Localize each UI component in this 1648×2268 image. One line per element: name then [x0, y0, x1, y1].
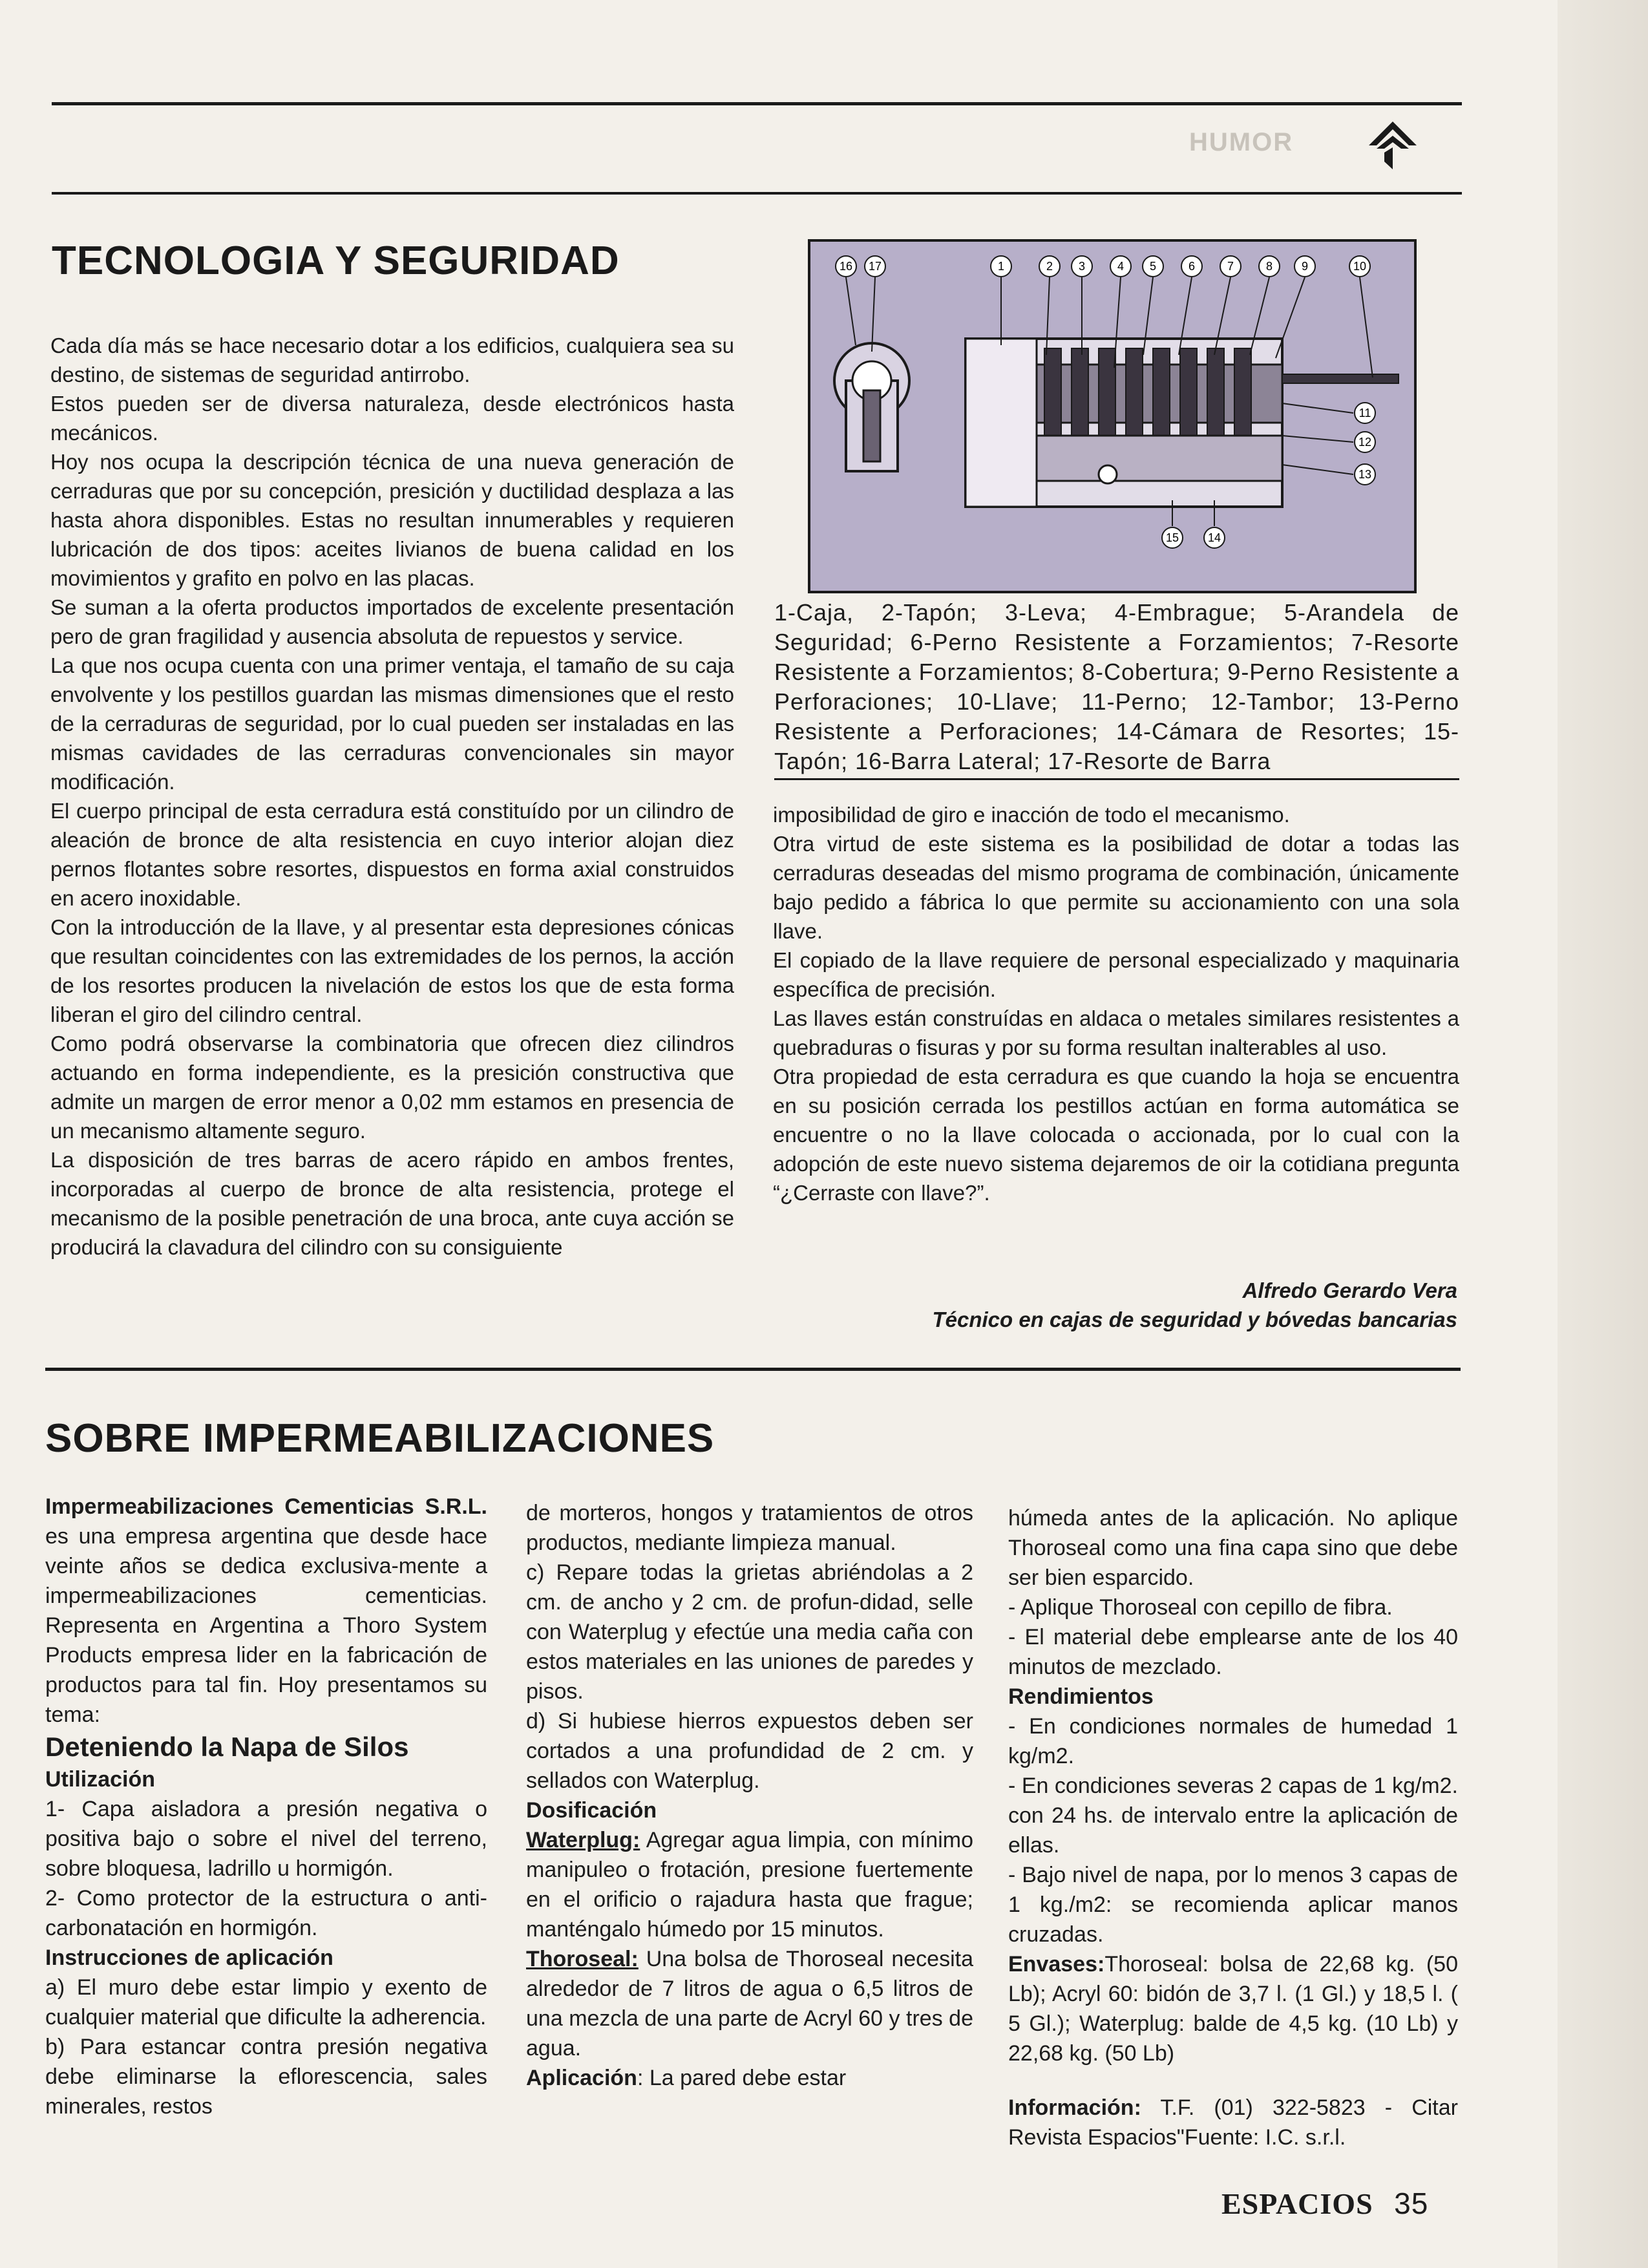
- article2-paragraph: a) El muro debe estar limpio y exento de cualquier material que dificulte la adherencia.: [45, 1975, 487, 2030]
- waterplug-label: Waterplug:: [526, 1828, 640, 1852]
- cylinder-profile-drawing: [834, 343, 909, 471]
- page-number: 35: [1394, 2187, 1429, 2220]
- callout-number: 1: [997, 260, 1005, 273]
- thoroseal-text: Una bolsa de Thoroseal necesita alrededor de 7 litros de agua o 6,5 litros de una mezcla de una parte de Acryl 60 y tres de agua.: [526, 1947, 973, 2061]
- info-paragraph: [1008, 2093, 1458, 2152]
- cylinder-body-drawing: [966, 339, 1399, 507]
- callout-number: 12: [1358, 436, 1372, 449]
- header-logo-area: [1189, 103, 1474, 187]
- article1-paragraph: La que nos ocupa cuenta con una primer ventaja, el tamaño de su caja envolvente y los pestillos guardan las mismas dimensiones que el resto de la cerraduras de seguridad, por lo cual pueden ser instaladas en las mismas cavidades de las cerraduras convencionales sin mayor modificación.: [50, 653, 734, 794]
- article2-paragraph: b) Para estancar contra presión negativa debe eliminarse la eflorescencia, sales minerales, restos: [45, 2035, 487, 2119]
- thoroseal-paragraph: [526, 1944, 973, 2063]
- article2-paragraph: húmeda antes de la aplicación. No aplique Thoroseal como una fina capa sino que debe ser bien esparcido.: [1008, 1506, 1458, 1590]
- callout-marker: [1220, 256, 1241, 277]
- article1-paragraph: Como podrá observarse la combinatoria que ofrecen diez cilindros actuando en forma independiente, es la presición constructiva que admite un margen de error menor a 0,02 mm estamos en presencia de un mecanismo altamente seguro.: [50, 1032, 734, 1143]
- page-footer: [1221, 2186, 1428, 2221]
- article2-title: SOBRE IMPERMEABILIZACIONES: [45, 1416, 715, 1461]
- callout-number: 11: [1358, 407, 1371, 419]
- article1-column-2: [773, 800, 1459, 1207]
- article2-paragraph: 2- Como protector de la estructura o anti-carbonatación en hormigón.: [45, 1886, 487, 1940]
- callout-number: 14: [1207, 531, 1221, 544]
- article2-column-2: [526, 1498, 973, 2093]
- callout-number: 7: [1227, 260, 1234, 273]
- article2-paragraph: - Bajo nivel de napa, por lo menos 3 capas de 1 kg./m2: se recomienda aplicar manos cruzadas.: [1008, 1863, 1458, 1947]
- intro-text: es una empresa argentina que desde hace veinte años se dedica exclusiva-mente a impermeabilizaciones cementicias. Representa en Argentina a Thoro System Products empresa lider en la fabricación de productos para tal fin. Hoy presentamos su tema:: [45, 1524, 487, 1727]
- article2-column-1: [45, 1492, 487, 2121]
- figure-caption: 1-Caja, 2-Tapón; 3-Leva; 4-Embrague; 5-Arandela de Seguridad; 6-Perno Resistente a Forzamientos; 7-Resorte Resistente a Forzamientos; 8-Cobertura; 9-Perno Resistente a Perforaciones; 10-Llave; 11-Perno; 12-Tambor; 13-Perno Resistente a Perforaciones; 14-Cámara de Resortes; 15-Tapón; 16-Barra Lateral; 17-Resorte de Barra: [774, 599, 1459, 774]
- callout-marker: [1355, 403, 1375, 423]
- callout-number: 3: [1078, 260, 1086, 273]
- article1-column-1: [50, 331, 734, 1262]
- instrucciones-heading: Instrucciones de aplicación: [45, 1945, 333, 1970]
- waterplug-paragraph: [526, 1825, 973, 1944]
- callout-marker: [1259, 256, 1280, 277]
- article2-paragraph: de morteros, hongos y tratamientos de otros productos, mediante limpieza manual.: [526, 1501, 973, 1555]
- article1-paragraph: La disposición de tres barras de acero rápido en ambos frentes, incorporadas al cuerpo de bronce de alta resistencia, protege el mecanismo de la posible penetración de una broca, ante cuya acción se producirá la clavadura del cilindro con su consiguiente: [50, 1148, 734, 1259]
- article1-paragraph: Las llaves están construídas en aldaca o metales similares resistentes a quebraduras o fisuras y por su forma resultan inalterables al uso.: [773, 1006, 1459, 1059]
- page-edge: [1558, 0, 1648, 2268]
- callout-number: 2: [1046, 260, 1053, 273]
- arrow-logo-icon: [1364, 116, 1422, 175]
- author-title: Técnico en cajas de seguridad y bóvedas bancarias: [932, 1308, 1457, 1331]
- info-text: T.F. (01) 322-5823 - Citar Revista Espacios"Fuente: I.C. s.r.l.: [1008, 2095, 1458, 2150]
- aplicacion-text: : La pared debe estar: [637, 2066, 847, 2090]
- callout-number: 5: [1149, 260, 1157, 273]
- callout-number: 6: [1188, 260, 1196, 273]
- company-name: Impermeabilizaciones Cementicias S.R.L.: [45, 1494, 487, 1519]
- article2-paragraph: d) Si hubiese hierros expuestos deben ser cortados a una profundidad de 2 cm. y sellados con Waterplug.: [526, 1709, 973, 1793]
- article1-title: TECNOLOGIA Y SEGURIDAD: [52, 238, 620, 283]
- article2-paragraph: - En condiciones normales de humedad 1 kg/m2.: [1008, 1714, 1458, 1768]
- callout-number: 8: [1265, 260, 1273, 273]
- callout-marker: [1162, 527, 1183, 548]
- aplicacion-label: Aplicación: [526, 2066, 637, 2090]
- callout-marker: [1181, 256, 1202, 277]
- envases-label: Envases:: [1008, 1952, 1105, 1977]
- article1-paragraph: Otra virtud de este sistema es la posibilidad de dotar a todas las cerraduras deseadas del mismo programa de combinación, únicamente bajo pedido a fábrica lo que permite su accionamiento con una sola llave.: [773, 832, 1459, 943]
- article2-paragraph: - El material debe emplearse ante de los 40 minutos de mezclado.: [1008, 1625, 1458, 1679]
- callout-marker: [1355, 464, 1375, 485]
- callout-marker: [1355, 432, 1375, 452]
- utilizacion-heading: Utilización: [45, 1767, 156, 1792]
- article1-paragraph: Con la introducción de la llave, y al presentar esta depresiones cónicas que resultan coincidentes con las extremidades de los pernos, la acción de los resortes producen la nivelación de estos los que de esta forma liberan el giro del cilindro central.: [50, 915, 734, 1026]
- callout-marker: [991, 256, 1011, 277]
- callout-number: 17: [868, 260, 882, 273]
- callout-marker: [1039, 256, 1060, 277]
- article1-paragraph: Estos pueden ser de diversa naturaleza, desde electrónicos hasta mecánicos.: [50, 392, 734, 445]
- info-label: Información:: [1008, 2095, 1141, 2120]
- callout-marker: [1110, 256, 1131, 277]
- callout-number: 15: [1165, 531, 1179, 544]
- article2-paragraph: - En condiciones severas 2 capas de 1 kg/m2. con 24 hs. de intervalo entre la aplicación de ellas.: [1008, 1774, 1458, 1858]
- article1-paragraph: Hoy nos ocupa la descripción técnica de una nueva generación de cerraduras que por su concepción, presición y ductilidad desplaza a las hasta ahora disponibles. Estas no resultan innumerables y requieren lubricación de dos tipos: aceites livianos de buena calidad en los movimientos y grafito en polvo en las placas.: [50, 450, 734, 590]
- header-rule-bottom: [52, 192, 1462, 195]
- article2-paragraph: c) Repare todas la grietas abriéndolas a 2 cm. de ancho y 2 cm. de profun-didad, selle con Waterplug y efectúe una media caña con estos materiales en las uniones de paredes y pisos.: [526, 1560, 973, 1704]
- article-divider: [45, 1368, 1461, 1371]
- callout-marker: [1204, 527, 1225, 548]
- callout-marker: [865, 256, 885, 277]
- author-name: Alfredo Gerardo Vera: [1242, 1278, 1457, 1302]
- article1-paragraph: Cada día más se hace necesario dotar a los edificios, cualquiera sea su destino, de sistemas de seguridad antirrobo.: [50, 334, 734, 387]
- article2-paragraph: 1- Capa aisladora a presión negativa o positiva bajo o sobre el nivel del terreno, sobre bloquesa, ladrillo u hormigón.: [45, 1797, 487, 1881]
- article1-paragraph: imposibilidad de giro e inacción de todo el mecanismo.: [773, 803, 1290, 827]
- callout-number: 4: [1117, 260, 1125, 273]
- lock-cylinder-diagram: [810, 242, 1414, 591]
- magazine-name: ESPACIOS: [1221, 2187, 1373, 2220]
- callout-marker: [1349, 256, 1370, 277]
- callout-number: 13: [1358, 468, 1372, 481]
- callout-number: 10: [1353, 260, 1367, 273]
- thoroseal-label: Thoroseal:: [526, 1947, 639, 1971]
- callout-number: 9: [1301, 260, 1309, 273]
- article1-paragraph: El cuerpo principal de esta cerradura está constituído por un cilindro de aleación de bronce de alta resistencia en cuyo interior alojan diez pernos flotantes sobre resortes, dispuestos en forma axial construidos en acero inoxidable.: [50, 799, 734, 910]
- article1-paragraph: Otra propiedad de esta cerradura es que cuando la hoja se encuentra en su posición cerrada los pestillos actúan en forma automática se encuentre o no la llave colocada o accionada, por lo cual con la adopción de este nuevo sistema dejaremos de oir la cotidiana pregunta “¿Cerraste con llave?”.: [773, 1065, 1459, 1205]
- bleed-text: HUMOR: [1189, 128, 1294, 156]
- article1-paragraph: El copiado de la llave requiere de personal especializado y maquinaria específica de precisión.: [773, 948, 1459, 1001]
- article2-paragraph: - Aplique Thoroseal con cepillo de fibra.: [1008, 1595, 1393, 1620]
- article2-column-3: [1008, 1503, 1458, 2152]
- article2-intro: [45, 1492, 487, 1730]
- dosificacion-heading: Dosificación: [526, 1798, 657, 1823]
- envases-text: Thoroseal: bolsa de 22,68 kg. (50 Lb); Acryl 60: bidón de 3,7 l. (1 Gl.) y 18,5 l. ( 5 Gl.); Waterplug: balde de 4,5 kg. (10 Lb) y 22,68 kg. (50 Lb): [1008, 1952, 1458, 2066]
- callout-marker: [1072, 256, 1092, 277]
- rendimientos-heading: Rendimientos: [1008, 1684, 1154, 1709]
- article2-subtitle: Deteniendo la Napa de Silos: [45, 1732, 409, 1762]
- caption-rule: [774, 778, 1459, 780]
- callout-marker: [1143, 256, 1163, 277]
- waterplug-text: Agregar agua limpia, con mínimo manipuleo o frotación, presione fuertemente en el orificio o rajadura hasta que frague; manténgalo húmedo por 15 minutos.: [526, 1828, 973, 1942]
- lock-cylinder-figure: [808, 239, 1417, 593]
- callout-marker: [836, 256, 856, 277]
- article1-paragraph: Se suman a la oferta productos importados de excelente presentación pero de gran fragilidad y ausencia absoluta de repuestos y service.: [50, 595, 734, 648]
- callout-number: 16: [839, 260, 853, 273]
- aplicacion-paragraph: [526, 2063, 973, 2093]
- envases-paragraph: [1008, 1949, 1458, 2068]
- callout-marker: [1294, 256, 1315, 277]
